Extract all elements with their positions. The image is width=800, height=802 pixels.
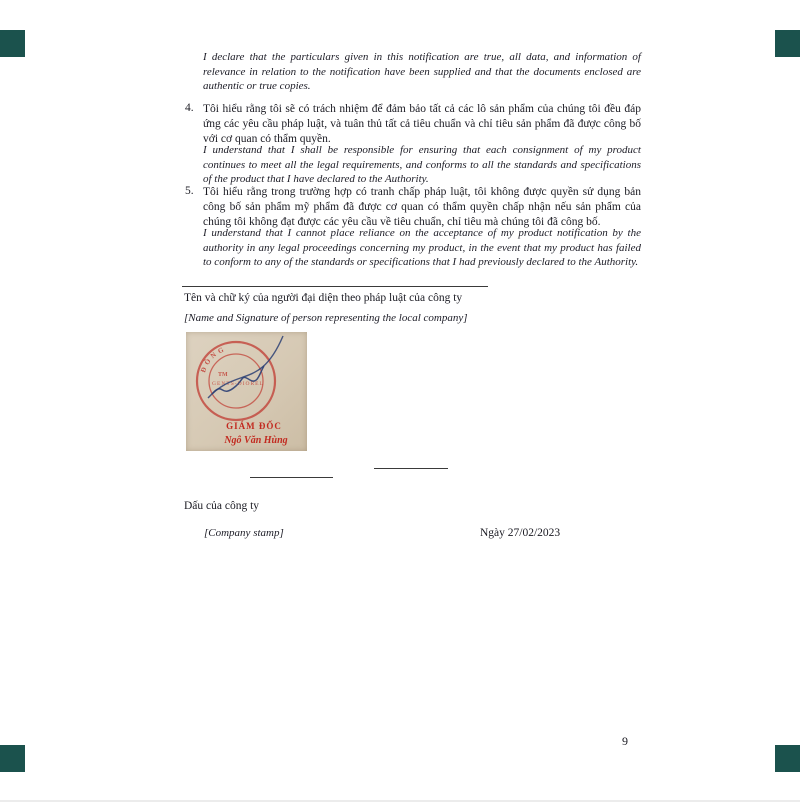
item-5-number: 5. — [185, 185, 194, 197]
item-5-text-en: I understand that I cannot place reliance on the acceptance of my product notification by the authority in any legal proceedings concerning my product, in the event that my product has failed to conform to any of the standards or specifications that I had previously declared to the Authority. — [203, 227, 641, 269]
company-stamp-photo — [186, 332, 307, 451]
seal-band-text: GENTS-DIOREL — [212, 381, 264, 387]
director-name: Ngô Văn Hùng — [224, 435, 288, 446]
signature-rule — [182, 286, 488, 287]
seal-tm-text: TM — [218, 372, 228, 378]
corner-mark-bottom-left — [0, 745, 25, 772]
item-4-text-en: I understand that I shall be responsible for ensuring that each consignment of my product continues to meet all the legal requirements, and conforms to all the standards and specifications of the product that I have declared to the Authority. — [203, 144, 641, 186]
company-seal — [186, 332, 307, 451]
item-5-text-vi: Tôi hiểu rằng trong trường hợp có tranh chấp pháp luật, tôi không được quyền sử dụng bản công bố sản phẩm mỹ phẩm đã được cơ quan có thẩm quyền chấp nhận nếu sản phẩm của chúng tôi không đạt được các yêu cầu về tiêu chuẩn, chỉ tiêu mà chúng tôi đã công bố. — [203, 186, 641, 228]
stamp-label-vi: Dấu của công ty — [184, 500, 260, 512]
corner-mark-bottom-right — [775, 745, 800, 772]
item-4-number: 4. — [185, 102, 194, 114]
short-rule-right — [374, 468, 448, 469]
signature-ink-stroke — [212, 366, 264, 394]
declaration-intro-en: I declare that the particulars given in this notification are true, all data, and information of relevance in relation to the notification have been supplied and that the documents enclosed are authentic or true copies. — [203, 51, 641, 93]
short-rule-left — [250, 477, 333, 478]
item-4-text-vi: Tôi hiểu rằng tôi sẽ có trách nhiệm để đảm bảo tất cả các lô sản phẩm của chúng tôi đều đáp ứng các yêu cầu pháp luật, và tuân thủ tất cả tiêu chuẩn và chỉ tiêu sản phẩm đã được công bố với cơ quan có thẩm quyền. — [203, 103, 641, 145]
stamp-label-en: [Company stamp] — [204, 527, 284, 539]
signature-label-en: [Name and Signature of person representing the local company] — [184, 312, 468, 324]
date-text: Ngày 27/02/2023 — [480, 527, 561, 539]
page-number: 9 — [622, 734, 628, 748]
director-title: GIÁM ĐỐC — [226, 421, 282, 431]
signature-label-vi: Tên và chữ ký của người đại diện theo pháp luật của công ty — [184, 292, 463, 304]
corner-mark-top-left — [0, 30, 25, 57]
seal-arc-text: ĐỒNG — [199, 344, 228, 374]
corner-mark-top-right — [775, 30, 800, 57]
